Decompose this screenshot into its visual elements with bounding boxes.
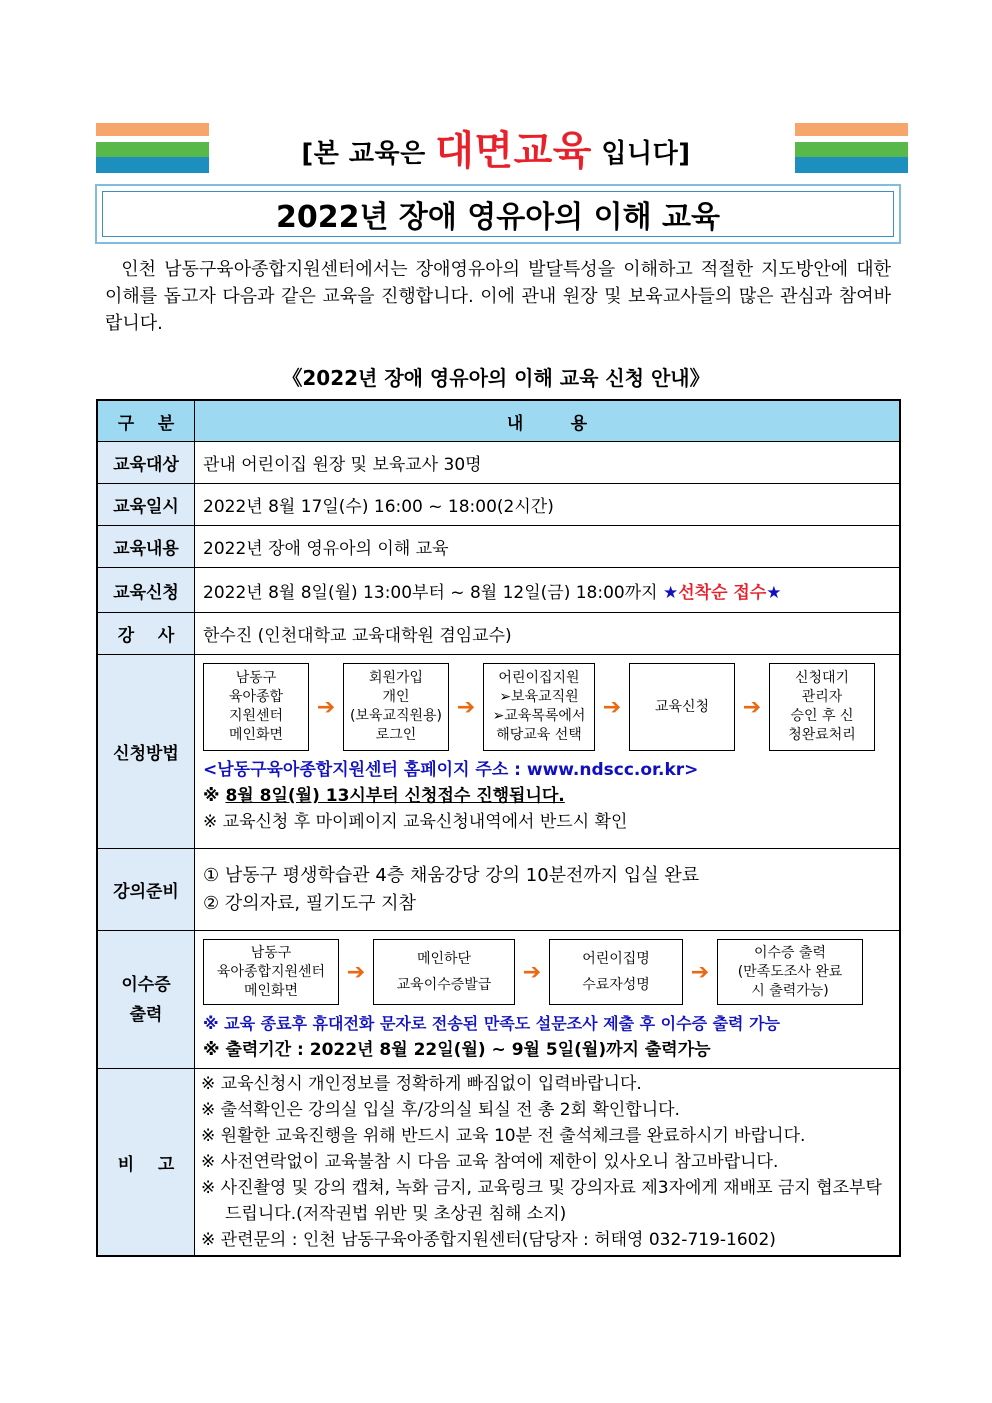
prep-item-1: ① 남동구 평생학습관 4층 채움강당 강의 10분전까지 입실 완료: [203, 864, 700, 886]
table-row: [97, 526, 900, 568]
header-label: 구 분: [97, 400, 195, 442]
table-row: [97, 442, 900, 484]
method-flow: [203, 663, 891, 751]
arrow-right-icon: ➔: [456, 694, 476, 720]
cert-note-2: ※ 출력기간 : 2022년 8월 22일(월) ~ 9월 5일(월)까지 출력가능: [203, 1040, 711, 1060]
cert-cell: [195, 931, 901, 1069]
step-line: 신청대기: [794, 670, 850, 686]
step-line: 로그인: [375, 727, 417, 743]
method-step-5: [769, 663, 875, 751]
step-line: (보육교직원용): [349, 708, 443, 724]
content-value: 2022년 장애 영유아의 이해 교육: [195, 526, 901, 568]
prep-label: 강의준비: [97, 849, 195, 931]
table-row: [97, 931, 900, 1069]
intro-text: 인천 남동구육아종합지원센터에서는 장애영유아의 발달특성을 이해하고 적절한 지도방안에 대한 이해를 돕고자 다음과 같은 교육을 진행합니다. 이에 관내 원장 및 보육교사들의 많은 관심과 참여바랍니다.: [105, 259, 891, 334]
remarks-cell: [195, 1069, 901, 1257]
apply-cell: [195, 568, 901, 613]
cert-label-line: 출력: [129, 1004, 163, 1025]
method-step-2: [343, 663, 449, 751]
table-row: [97, 849, 900, 931]
remark-item: ※ 관련문의 : 인천 남동구육아종합지원센터(담당자 : 허태영 032-719-1602): [201, 1230, 776, 1250]
step-line: (만족도조사 완료: [737, 963, 843, 980]
method-label: 신청방법: [97, 655, 195, 849]
title-box: [95, 184, 901, 244]
apply-note: 선착순 접수: [678, 582, 767, 603]
remark-item: ※ 교육신청시 개인정보를 정확하게 빠짐없이 입력바랍니다.: [201, 1074, 642, 1094]
step-line: ➢보육교직원: [499, 689, 579, 705]
step-line: 수료자성명: [582, 977, 650, 993]
date-label: 교육일시: [97, 484, 195, 526]
banner-right: 입니다]: [601, 139, 691, 169]
arrow-right-icon: ➔: [602, 694, 622, 720]
star-icon: ★: [662, 582, 679, 603]
remarks-label: 비 고: [97, 1069, 195, 1257]
step-line: 메인화면: [243, 982, 299, 999]
step-line: ➢교육목록에서: [492, 708, 586, 724]
step-line: 육아종합: [228, 689, 284, 705]
prep-cell: [195, 849, 901, 931]
step-line: 메인하단: [416, 951, 472, 967]
apply-label: 교육신청: [97, 568, 195, 613]
method-note-1: [203, 783, 891, 809]
step-line: 승인 후 신: [790, 708, 854, 724]
intro-paragraph: [105, 256, 891, 337]
step-line: 관리자: [801, 689, 843, 705]
arrow-right-icon: ➔: [346, 959, 366, 985]
step-line: 육아종합지원센터: [216, 963, 326, 980]
banner-highlight: 대면교육: [435, 128, 592, 174]
page-title: 2022년 장애 영유아의 이해 교육: [102, 191, 894, 237]
cert-note-1: ※ 교육 종료후 휴대전화 문자로 전송된 만족도 설문조사 제출 후 이수증 출력 가능: [203, 1014, 780, 1033]
homepage-url: <남동구육아종합지원센터 홈페이지 주소 : www.ndscc.or.kr>: [203, 760, 699, 780]
step-line: 남동구: [235, 670, 277, 686]
info-table: [96, 399, 901, 1257]
method-step-3: [483, 663, 595, 751]
remark-item: ※ 사전연락없이 교육불참 시 다음 교육 참여에 제한이 있사오니 참고바랍니다.: [201, 1152, 779, 1172]
target-value: 관내 어린이집 원장 및 보육교사 30명: [195, 442, 901, 484]
table-row: [97, 568, 900, 613]
target-label: 교육대상: [97, 442, 195, 484]
cert-step-3: [549, 939, 683, 1005]
step-line: 메인화면: [228, 727, 284, 743]
method-note-1-text: 8월 8일(월) 13시부터 신청접수 진행됩니다.: [225, 786, 565, 806]
cert-step-4: [717, 939, 863, 1005]
method-cell: [195, 655, 901, 849]
step-line: 어린이집지원: [498, 670, 580, 686]
table-row: [97, 613, 900, 655]
step-line: 지원센터: [228, 708, 284, 724]
star-icon: ★: [766, 582, 782, 603]
step-line: 회원가입: [368, 670, 424, 686]
step-line: 청완료처리: [788, 727, 856, 743]
section-subtitle: 《2022년 장애 영유아의 이해 교육 신청 안내》: [282, 366, 710, 390]
lecturer-value: 한수진 (인천대학교 교육대학원 겸임교수): [195, 613, 901, 655]
method-step-4: [629, 663, 735, 751]
step-line: 이수증 출력: [753, 944, 827, 961]
step-line: 개인: [382, 689, 410, 705]
remark-item: ※ 출석확인은 강의실 입실 후/강의실 퇴실 전 총 2회 확인합니다.: [201, 1100, 680, 1120]
arrow-right-icon: ➔: [316, 694, 336, 720]
date-value: 2022년 8월 17일(수) 16:00 ~ 18:00(2시간): [195, 484, 901, 526]
cert-flow: [203, 939, 891, 1005]
content-label: 교육내용: [97, 526, 195, 568]
remarks-list: [201, 1071, 893, 1253]
note-mark: ※: [203, 786, 220, 806]
cert-label-line: 이수증: [121, 974, 171, 995]
cert-step-1: [203, 939, 339, 1005]
prep-item-2: ② 강의자료, 필기도구 지참: [203, 892, 416, 914]
table-header-row: [97, 400, 900, 442]
lecturer-label: 강 사: [97, 613, 195, 655]
step-line: 교육신청: [654, 698, 710, 715]
banner-left: [본 교육은: [301, 139, 426, 169]
table-row: [97, 484, 900, 526]
arrow-right-icon: ➔: [522, 959, 542, 985]
cert-step-2: [373, 939, 515, 1005]
banner: [0, 126, 992, 179]
step-line: 해당교육 선택: [496, 727, 582, 743]
step-line: 어린이집명: [582, 951, 650, 967]
table-row: [97, 655, 900, 849]
cert-label: [97, 931, 195, 1069]
step-line: 남동구: [250, 944, 292, 961]
arrow-right-icon: ➔: [742, 694, 762, 720]
method-note-2: ※ 교육신청 후 마이페이지 교육신청내역에서 반드시 확인: [203, 812, 628, 832]
remark-item: ※ 원활한 교육진행을 위해 반드시 교육 10분 전 출석체크를 완료하시기 바랍니다.: [201, 1126, 806, 1146]
table-row: [97, 1069, 900, 1257]
step-line: 교육이수증발급: [396, 977, 492, 993]
apply-value: 2022년 8월 8일(월) 13:00부터 ~ 8월 12일(금) 18:00까지: [203, 582, 658, 603]
arrow-right-icon: ➔: [690, 959, 710, 985]
header-content: 내 용: [195, 400, 901, 442]
step-line: 시 출력가능): [751, 982, 829, 999]
method-step-1: [203, 663, 309, 751]
remark-item: ※ 사진촬영 및 강의 캡쳐, 녹화 금지, 교육링크 및 강의자료 제3자에게 재배포 금지 협조부탁드립니다.(저작권법 위반 및 초상권 침해 소지): [201, 1178, 882, 1224]
